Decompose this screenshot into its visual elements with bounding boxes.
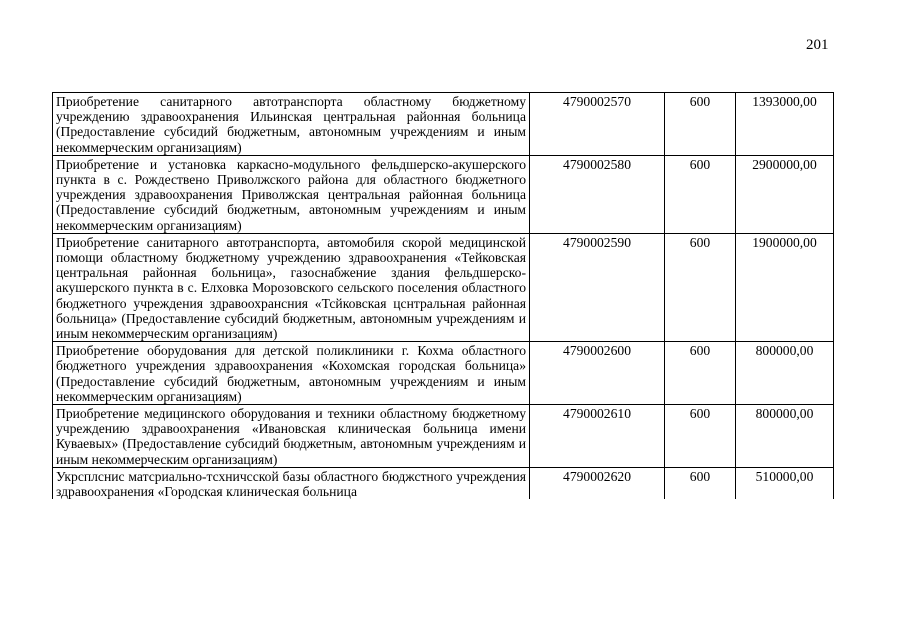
table-row: [53, 342, 834, 405]
row-amount: 800000,00: [736, 342, 834, 405]
row-amount: 2900000,00: [736, 155, 834, 233]
table-row: [53, 233, 834, 341]
row-amount: 1900000,00: [736, 233, 834, 341]
row-expense-type: 600: [665, 405, 736, 468]
row-description: Приобретение санитарного автотранспорта областному бюджетному учреждению здравоохранения Ильинская центральная районная больница (Предоставление субсидий бюджетным, автономным учреждениям и иным некоммерческим организациям): [53, 93, 530, 156]
row-expense-type: 600: [665, 93, 736, 156]
page-number: 201: [806, 37, 829, 53]
row-description: Приобретение и установка каркасно-модульного фельдшерско-акушерского пункта в с. Рождествено Приволжского района для областного бюджетного учреждения здравоохранения Приволжская центральная районная больница (Предоставление субсидий бюджетным, автономным учреждениям и иным некоммерческим организациям): [53, 155, 530, 233]
row-expense-type: 600: [665, 233, 736, 341]
table-row: [53, 467, 834, 499]
row-description: Приобретение оборудования для детской поликлиники г. Кохма областного бюджетного учреждения здравоохранения «Кохомская городская больница» (Предоставление субсидий бюджетным, автономным учреждениям и иным некоммерческим организациям): [53, 342, 530, 405]
row-code: 4790002570: [530, 93, 665, 156]
row-expense-type: 600: [665, 155, 736, 233]
table-row: [53, 155, 834, 233]
row-code: 4790002580: [530, 155, 665, 233]
row-expense-type: 600: [665, 467, 736, 499]
row-amount: 510000,00: [736, 467, 834, 499]
row-expense-type: 600: [665, 342, 736, 405]
row-code: 4790002600: [530, 342, 665, 405]
row-description: Приобретение медицинского оборудования и техники областному бюджетному учреждению здравоохранения «Ивановская клиническая больница имени Куваевых» (Предоставление субсидий бюджетным, автономным учреждениям и иным некоммерческим организациям): [53, 405, 530, 468]
row-amount: 800000,00: [736, 405, 834, 468]
row-description: Укрсплснис матсриально-тсхничсской базы областного бюджстного учреждения здравоохранения «Городская клиническая больница: [53, 467, 530, 499]
row-code: 4790002590: [530, 233, 665, 341]
table-row: [53, 93, 834, 156]
budget-table: [52, 92, 834, 499]
row-code: 4790002610: [530, 405, 665, 468]
row-description: Приобретение санитарного автотранспорта, автомобиля скорой медицинской помощи областному бюджетному учреждению здравоохранения «Тейковская центральная районная больница», газоснабжение здания фельдшерско-акушерского пункта в с. Елховка Морозовского сельского поселения областного бюджетного учреждения здравоохрансния «Тсйковская цснтральная районная больница» (Предоставление субсидий бюджетным, автономным учреждениям и иным некоммерческим организациям): [53, 233, 530, 341]
row-amount: 1393000,00: [736, 93, 834, 156]
row-code: 4790002620: [530, 467, 665, 499]
table-row: [53, 405, 834, 468]
